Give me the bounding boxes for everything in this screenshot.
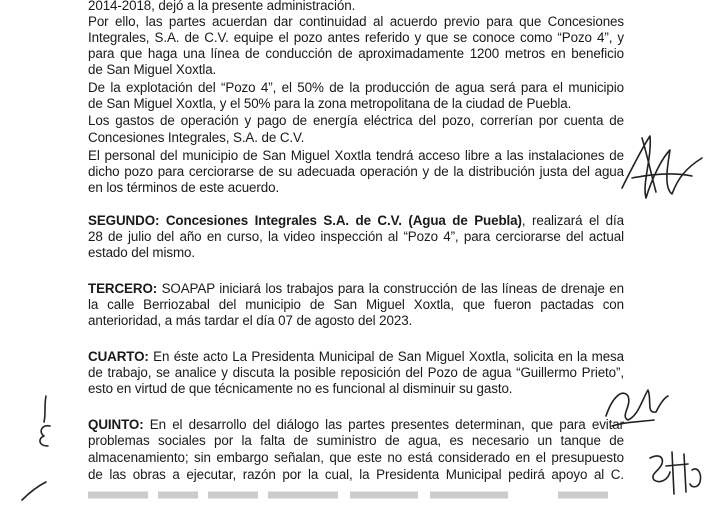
paragraph-line: la calle Berriozabal del municipio de San Miguel Xoxtla, que fueron pactadas con: [88, 297, 624, 312]
paragraph-line: Por ello, las partes acuerdan dar continuidad al acuerdo previo para que Concesiones: [88, 14, 624, 29]
paragraph-line: estado del mismo.: [88, 245, 195, 260]
paragraph-line: 2014-2018, dejó a la presente administración.: [88, 0, 356, 13]
paragraph-line: en los términos de este acuerdo.: [88, 180, 280, 195]
clause-quinto-line1: [88, 417, 624, 433]
paragraph-line: almacenamiento; sin embargo señalan, que este no está considerado en el presupuesto: [88, 450, 624, 465]
margin-mark: [28, 392, 64, 456]
clause-tercero-line1: [88, 281, 624, 297]
paragraph-line: anterioridad, a más tardar el día 07 de agosto del 2023.: [88, 313, 413, 328]
paragraph-line: de San Miguel Xoxtla, y el 50% para la zona metropolitana de la ciudad de Puebla.: [88, 96, 572, 111]
cutoff-line: [88, 491, 624, 505]
clause-text: En el desarrollo del diálogo las partes presentes determinan, que para evitar: [143, 417, 624, 432]
clause-segundo-label: SEGUNDO: Concesiones Integrales S.A. de C.V. (Agua de Puebla): [88, 213, 522, 228]
margin-mark: [18, 478, 58, 505]
signature-mark: [612, 128, 712, 210]
paragraph-line: esto en virtud de que técnicamente no es funcional al disminuir su gasto.: [88, 381, 513, 396]
clause-segundo-line1: [88, 213, 624, 229]
paragraph-line: Los gastos de operación y pago de energía eléctrica del pozo, correrían por cuenta de: [88, 113, 624, 128]
paragraph-line: de las obras a ejecutar, razón por la cual, la Presidenta Municipal pedirá apoyo al C.: [88, 467, 624, 482]
clause-text: En éste acto La Presidenta Municipal de San Miguel Xoxtla, solicita en la mesa: [148, 349, 624, 364]
clause-text: SOAPAP iniciará los trabajos para la construcción de las líneas de drenaje en: [157, 281, 624, 296]
paragraph-line: problemas sociales por la falta de suministro de agua, es necesario un tanque de: [88, 433, 624, 448]
signature-mark: [640, 446, 710, 502]
paragraph-line: De la explotación del “Pozo 4”, el 50% de la producción de agua será para el municipio: [88, 80, 624, 95]
paragraph-line: de San Miguel Xoxtla.: [88, 62, 217, 77]
paragraph-line: El personal del municipio de San Miguel Xoxtla tendrá acceso libre a las instalaciones de: [88, 148, 624, 163]
paragraph-line: para que haga una línea de conducción de aproximadamente 1200 metros en beneficio: [88, 46, 624, 61]
cutoff-text-strokes: [88, 491, 624, 505]
paragraph-line: Concesiones Integrales, S.A. de C.V.: [88, 130, 305, 145]
paragraph-line: de trabajo, se analice y discuta la posible reposición del Pozo de agua “Guillermo Prieto”,: [88, 365, 624, 380]
paragraph-line: 28 de julio del año en curso, la video inspección al “Pozo 4”, para cerciorarse del actual: [88, 229, 624, 244]
clause-cuarto-line1: [88, 349, 624, 365]
paragraph-line: dicho pozo para cerciorarse de su adecuada operación y de la distribución justa del agua: [88, 164, 624, 179]
clause-text: , realizará el día: [521, 213, 624, 228]
clause-quinto-label: QUINTO:: [88, 417, 144, 432]
paragraph-line: Integrales, S.A. de C.V. equipe el pozo antes referido y que se conoce como “Pozo 4”, y: [88, 30, 624, 45]
clause-cuarto-label: CUARTO:: [88, 349, 149, 364]
clause-tercero-label: TERCERO:: [88, 281, 158, 296]
